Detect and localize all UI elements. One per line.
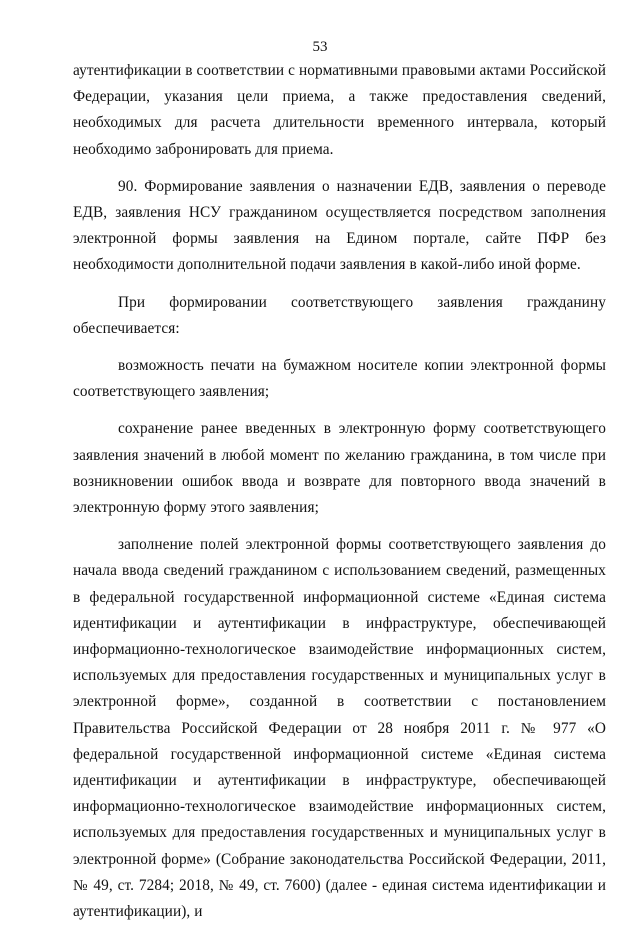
document-body [73,58,606,936]
paragraph-provisions-intro: При формировании соответствующего заявления гражданину обеспечивается: [73,293,606,337]
paragraph-item-90: 90. Формирование заявления о назначении ЕДВ, заявления о переводе ЕДВ, заявления НСУ гражданином осуществляется посредством заполнения электронной формы заявления на Едином портале, сайте ПФР без необходимости дополнительной подачи заявления в какой-либо иной форме. [73,177,606,274]
paragraph-save-values: сохранение ранее введенных в электронную форму соответствующего заявления значений в любой момент по желанию гражданина, в том числе при возникновении ошибок ввода и возврате для повторного ввода значений в электронную форму этого заявления; [73,420,606,517]
paragraph-print-possibility: возможность печати на бумажном носителе копии электронной формы соответствующего заявления; [73,357,606,401]
page-number: 53 [312,39,328,55]
paragraph-continuation: аутентификации в соответствии с нормативными правовыми актами Российской Федерации, указания цели приема, а также предоставления сведений, необходимых для расчета длительности временного интервала, который необходимо забронировать для приема. [73,62,606,158]
paragraph-prefill-fields: заполнение полей электронной формы соответствующего заявления до начала ввода сведений гражданином с использованием сведений, размещенных в федеральной государственной информационной системе «Единая система идентификации и аутентификации в инфраструктуре, обеспечивающей информационно-технологическое взаимодействие информационных систем, используемых для предоставления государственных и муниципальных услуг в электронной форме», созданной в соответствии с постановлением Правительства Российской Федерации от 28 ноября 2011 г. № 977 «О федеральной государственной информационной системе «Единая система идентификации и аутентификации в инфраструктуре, обеспечивающей информационно-технологическое взаимодействие информационных систем, используемых для предоставления государственных и муниципальных услуг в электронной форме» (Собрание законодательства Российской Федерации, 2011, № 49, ст. 7284; 2018, № 49, ст. 7600) (далее - единая система идентификации и аутентификации), и [73,536,606,921]
